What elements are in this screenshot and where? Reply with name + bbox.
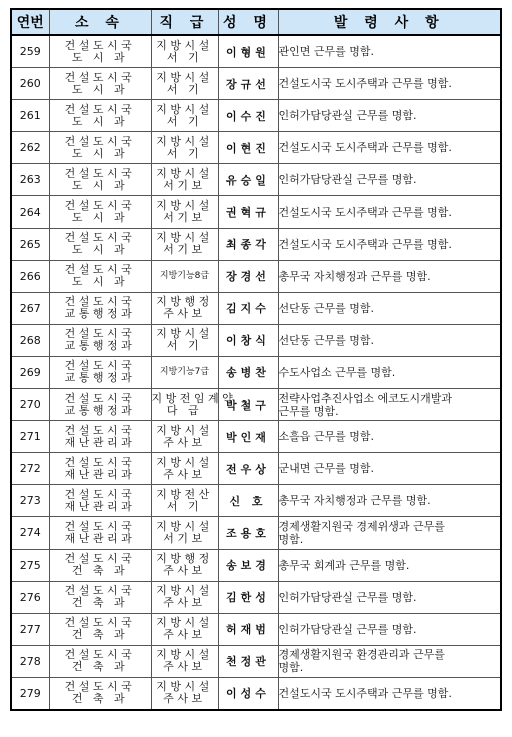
department-division: 재난관리과 xyxy=(64,499,136,513)
header-number: 연번 xyxy=(11,9,49,35)
department-division: 교통행정과 xyxy=(64,307,136,321)
rank-line: 주사보 xyxy=(163,660,206,674)
department-bureau: 건설도시국 xyxy=(64,327,136,341)
rank-cell xyxy=(151,260,218,292)
department-bureau: 건설도시국 xyxy=(64,487,136,501)
department-division: 재난관리과 xyxy=(64,467,136,481)
person-name: 박인재 xyxy=(218,421,278,453)
order-text: 군내면 근무를 명함. xyxy=(278,462,374,476)
department-bureau: 건설도시국 xyxy=(64,295,136,309)
person-name: 이수진 xyxy=(218,100,278,132)
order-cell xyxy=(278,164,501,196)
department-division: 교통행정과 xyxy=(64,339,136,353)
serial-number: 264 xyxy=(11,196,49,228)
order-cell xyxy=(278,35,501,68)
department-cell xyxy=(49,485,151,517)
rank-cell xyxy=(151,645,218,677)
table-row xyxy=(11,324,501,356)
department-cell xyxy=(49,292,151,324)
rank-line: 지방행정 xyxy=(156,295,213,309)
rank-line: 지방시설 xyxy=(156,584,213,598)
rank-line: 지방시설 xyxy=(156,134,213,148)
order-text: 총무국 자치행정과 근무를 명함. xyxy=(278,494,431,508)
department-bureau: 건설도시국 xyxy=(64,38,136,52)
order-cell xyxy=(278,196,501,228)
serial-number: 262 xyxy=(11,132,49,164)
table-row xyxy=(11,421,501,453)
person-name: 김지수 xyxy=(218,292,278,324)
person-name: 송병찬 xyxy=(218,356,278,388)
department-division: 건 축 과 xyxy=(71,692,129,706)
department-bureau: 건설도시국 xyxy=(64,263,136,277)
rank-cell xyxy=(151,677,218,710)
table-body xyxy=(11,35,501,710)
department-cell xyxy=(49,228,151,260)
rank-line: 서기보 xyxy=(163,211,206,225)
serial-number: 276 xyxy=(11,581,49,613)
rank-line: 주사보 xyxy=(163,628,206,642)
person-name: 김한성 xyxy=(218,581,278,613)
person-name: 이성수 xyxy=(218,677,278,710)
department-bureau: 건설도시국 xyxy=(64,648,136,662)
order-cell xyxy=(278,485,501,517)
order-cell xyxy=(278,324,501,356)
table-row xyxy=(11,260,501,292)
rank-cell xyxy=(151,324,218,356)
order-text: 건설도시국 도시주택과 근무를 명함. xyxy=(278,237,452,251)
serial-number: 268 xyxy=(11,324,49,356)
department-bureau: 건설도시국 xyxy=(64,231,136,245)
rank-line: 지방전산 xyxy=(156,487,213,501)
rank-line: 주사보 xyxy=(163,435,206,449)
order-cell xyxy=(278,517,501,549)
order-cell xyxy=(278,228,501,260)
order-text: 총무국 회계과 근무를 명함. xyxy=(278,558,410,572)
rank-line: 지방행정 xyxy=(156,552,213,566)
department-bureau: 건설도시국 xyxy=(64,102,136,116)
department-division: 건 축 과 xyxy=(71,596,129,610)
rank-cell xyxy=(151,68,218,100)
order-text: 총무국 자치행정과 근무를 명함. xyxy=(278,269,431,283)
rank-line: 다 급 xyxy=(166,403,203,417)
rank-line: 서 기 xyxy=(166,82,203,96)
rank-line: 서 기 xyxy=(166,339,203,353)
order-cell xyxy=(278,645,501,677)
order-text: 명함. xyxy=(278,661,304,675)
rank-cell xyxy=(151,421,218,453)
department-bureau: 건설도시국 xyxy=(64,423,136,437)
department-bureau: 건설도시국 xyxy=(64,616,136,630)
header-rank: 직 급 xyxy=(151,9,218,35)
serial-number: 278 xyxy=(11,645,49,677)
person-name: 권혁규 xyxy=(218,196,278,228)
person-name: 장경선 xyxy=(218,260,278,292)
department-cell xyxy=(49,164,151,196)
rank-cell xyxy=(151,292,218,324)
table-row xyxy=(11,517,501,549)
order-text: 수도사업소 근무를 명함. xyxy=(278,365,396,379)
order-text: 건설도시국 도시주택과 근무를 명함. xyxy=(278,686,452,700)
order-text: 건설도시국 도시주택과 근무를 명함. xyxy=(278,205,452,219)
department-division: 도 시 과 xyxy=(71,243,129,257)
rank-line: 서 기 xyxy=(166,114,203,128)
department-division: 건 축 과 xyxy=(71,628,129,642)
department-bureau: 건설도시국 xyxy=(64,584,136,598)
order-cell xyxy=(278,677,501,710)
rank-line: 지방시설 xyxy=(156,455,213,469)
person-name: 전우상 xyxy=(218,453,278,485)
person-name: 이창식 xyxy=(218,324,278,356)
department-division: 도 시 과 xyxy=(71,50,129,64)
serial-number: 267 xyxy=(11,292,49,324)
rank-line: 지방시설 xyxy=(156,102,213,116)
rank-line: 지방기능7급 xyxy=(159,367,210,378)
department-division: 재난관리과 xyxy=(64,435,136,449)
person-name: 박철구 xyxy=(218,389,278,421)
rank-line: 주사보 xyxy=(163,596,206,610)
order-text: 선단동 근무를 명함. xyxy=(278,301,374,315)
table-row xyxy=(11,453,501,485)
department-bureau: 건설도시국 xyxy=(64,70,136,84)
header-order: 발 령 사 항 xyxy=(278,9,501,35)
serial-number: 265 xyxy=(11,228,49,260)
header-department: 소 속 xyxy=(49,9,151,35)
serial-number: 279 xyxy=(11,677,49,710)
department-cell xyxy=(49,260,151,292)
person-name: 신 호 xyxy=(218,485,278,517)
order-text: 인허가담당관실 근무를 명함. xyxy=(278,173,417,187)
person-name: 송보경 xyxy=(218,549,278,581)
department-division: 도 시 과 xyxy=(71,211,129,225)
person-name: 최종각 xyxy=(218,228,278,260)
order-cell xyxy=(278,260,501,292)
order-text: 인허가담당관실 근무를 명함. xyxy=(278,109,417,123)
table-row xyxy=(11,132,501,164)
table-row xyxy=(11,196,501,228)
rank-cell xyxy=(151,517,218,549)
serial-number: 275 xyxy=(11,549,49,581)
serial-number: 259 xyxy=(11,35,49,68)
department-cell xyxy=(49,324,151,356)
order-cell xyxy=(278,421,501,453)
serial-number: 272 xyxy=(11,453,49,485)
department-cell xyxy=(49,581,151,613)
rank-line: 지방시설 xyxy=(156,423,213,437)
order-cell xyxy=(278,453,501,485)
department-division: 재난관리과 xyxy=(64,531,136,545)
rank-cell xyxy=(151,356,218,388)
serial-number: 274 xyxy=(11,517,49,549)
table-row xyxy=(11,549,501,581)
rank-cell xyxy=(151,164,218,196)
department-bureau: 건설도시국 xyxy=(64,680,136,694)
order-text: 건설도시국 도시주택과 근무를 명함. xyxy=(278,77,452,91)
person-name: 허재범 xyxy=(218,613,278,645)
department-division: 도 시 과 xyxy=(71,178,129,192)
rank-line: 서기보 xyxy=(163,243,206,257)
rank-cell xyxy=(151,132,218,164)
department-division: 도 시 과 xyxy=(71,114,129,128)
serial-number: 263 xyxy=(11,164,49,196)
rank-line: 지방시설 xyxy=(156,519,213,533)
table-row xyxy=(11,228,501,260)
rank-line: 지방전임계약 xyxy=(151,391,237,405)
department-division: 도 시 과 xyxy=(71,275,129,289)
serial-number: 270 xyxy=(11,389,49,421)
person-name: 천정관 xyxy=(218,645,278,677)
rank-line: 지방시설 xyxy=(156,199,213,213)
order-text: 명함. xyxy=(278,532,304,546)
department-bureau: 건설도시국 xyxy=(64,519,136,533)
rank-cell xyxy=(151,196,218,228)
order-text: 소흘읍 근무를 명함. xyxy=(278,430,374,444)
serial-number: 277 xyxy=(11,613,49,645)
rank-line: 주사보 xyxy=(163,307,206,321)
rank-line: 서 기 xyxy=(166,499,203,513)
rank-cell xyxy=(151,35,218,68)
rank-cell xyxy=(151,485,218,517)
rank-line: 지방시설 xyxy=(156,616,213,630)
department-cell xyxy=(49,613,151,645)
rank-line: 지방시설 xyxy=(156,327,213,341)
order-cell xyxy=(278,356,501,388)
department-cell xyxy=(49,196,151,228)
rank-line: 주사보 xyxy=(163,564,206,578)
table-row xyxy=(11,164,501,196)
rank-cell xyxy=(151,389,237,421)
rank-line: 주사보 xyxy=(163,467,206,481)
order-cell xyxy=(278,100,501,132)
order-cell xyxy=(278,68,501,100)
serial-number: 260 xyxy=(11,68,49,100)
order-cell xyxy=(278,613,501,645)
order-text: 건설도시국 도시주택과 근무를 명함. xyxy=(278,141,452,155)
department-bureau: 건설도시국 xyxy=(64,134,136,148)
department-bureau: 건설도시국 xyxy=(64,391,136,405)
table-row xyxy=(11,100,501,132)
rank-line: 주사보 xyxy=(163,692,206,706)
department-division: 건 축 과 xyxy=(71,564,129,578)
rank-line: 지방시설 xyxy=(156,680,213,694)
department-cell xyxy=(49,132,151,164)
order-text: 관인면 근무를 명함. xyxy=(278,45,374,59)
rank-line: 서기보 xyxy=(163,178,206,192)
department-division: 도 시 과 xyxy=(71,146,129,160)
department-bureau: 건설도시국 xyxy=(64,199,136,213)
department-bureau: 건설도시국 xyxy=(64,359,136,373)
serial-number: 273 xyxy=(11,485,49,517)
department-cell xyxy=(49,100,151,132)
order-text: 경제생활지원국 경제위생과 근무를 xyxy=(278,519,445,533)
person-name: 조용호 xyxy=(218,517,278,549)
order-text: 전략사업추진사업소 에코도시개발과 xyxy=(278,391,453,405)
department-cell xyxy=(49,677,151,710)
department-division: 건 축 과 xyxy=(71,660,129,674)
department-cell xyxy=(49,68,151,100)
department-cell xyxy=(49,421,151,453)
table-row xyxy=(11,356,501,388)
person-name: 이형원 xyxy=(218,35,278,68)
rank-line: 서 기 xyxy=(166,50,203,64)
order-cell xyxy=(278,389,501,421)
department-cell xyxy=(49,35,151,68)
table-row xyxy=(11,292,501,324)
department-division: 교통행정과 xyxy=(64,403,136,417)
rank-line: 지방시설 xyxy=(156,648,213,662)
rank-cell xyxy=(151,549,218,581)
department-division: 교통행정과 xyxy=(64,371,136,385)
department-cell xyxy=(49,549,151,581)
table-row xyxy=(11,581,501,613)
department-cell xyxy=(49,389,151,421)
rank-cell xyxy=(151,453,218,485)
order-cell xyxy=(278,292,501,324)
department-bureau: 건설도시국 xyxy=(64,166,136,180)
rank-line: 지방시설 xyxy=(156,231,213,245)
order-cell xyxy=(278,132,501,164)
rank-line: 지방시설 xyxy=(156,70,213,84)
order-text: 근무를 명함. xyxy=(278,404,339,418)
header-name: 성 명 xyxy=(218,9,278,35)
rank-line: 지방시설 xyxy=(156,166,213,180)
table-row xyxy=(11,645,501,677)
table-row xyxy=(11,35,501,68)
table-header-row xyxy=(11,9,501,35)
rank-line: 서기보 xyxy=(163,531,206,545)
department-cell xyxy=(49,356,151,388)
rank-cell xyxy=(151,613,218,645)
department-division: 도 시 과 xyxy=(71,82,129,96)
person-name: 유승일 xyxy=(218,164,278,196)
rank-line: 지방기능8급 xyxy=(159,271,210,282)
rank-line: 서 기 xyxy=(166,146,203,160)
order-cell xyxy=(278,581,501,613)
order-cell xyxy=(278,549,501,581)
order-text: 인허가담당관실 근무를 명함. xyxy=(278,590,417,604)
rank-cell xyxy=(151,228,218,260)
rank-cell xyxy=(151,581,218,613)
department-cell xyxy=(49,645,151,677)
order-text: 선단동 근무를 명함. xyxy=(278,333,374,347)
rank-line: 지방시설 xyxy=(156,38,213,52)
serial-number: 269 xyxy=(11,356,49,388)
table-row xyxy=(11,485,501,517)
order-text: 경제생활지원국 환경관리과 근무를 xyxy=(278,648,445,662)
person-name: 이현진 xyxy=(218,132,278,164)
person-name: 장규선 xyxy=(218,68,278,100)
table-row xyxy=(11,68,501,100)
table-row xyxy=(11,389,501,421)
table-row xyxy=(11,613,501,645)
serial-number: 271 xyxy=(11,421,49,453)
order-text: 인허가담당관실 근무를 명함. xyxy=(278,622,417,636)
table-row xyxy=(11,677,501,710)
personnel-order-table xyxy=(10,8,502,711)
department-cell xyxy=(49,453,151,485)
serial-number: 266 xyxy=(11,260,49,292)
department-bureau: 건설도시국 xyxy=(64,552,136,566)
department-bureau: 건설도시국 xyxy=(64,455,136,469)
department-cell xyxy=(49,517,151,549)
serial-number: 261 xyxy=(11,100,49,132)
rank-cell xyxy=(151,100,218,132)
